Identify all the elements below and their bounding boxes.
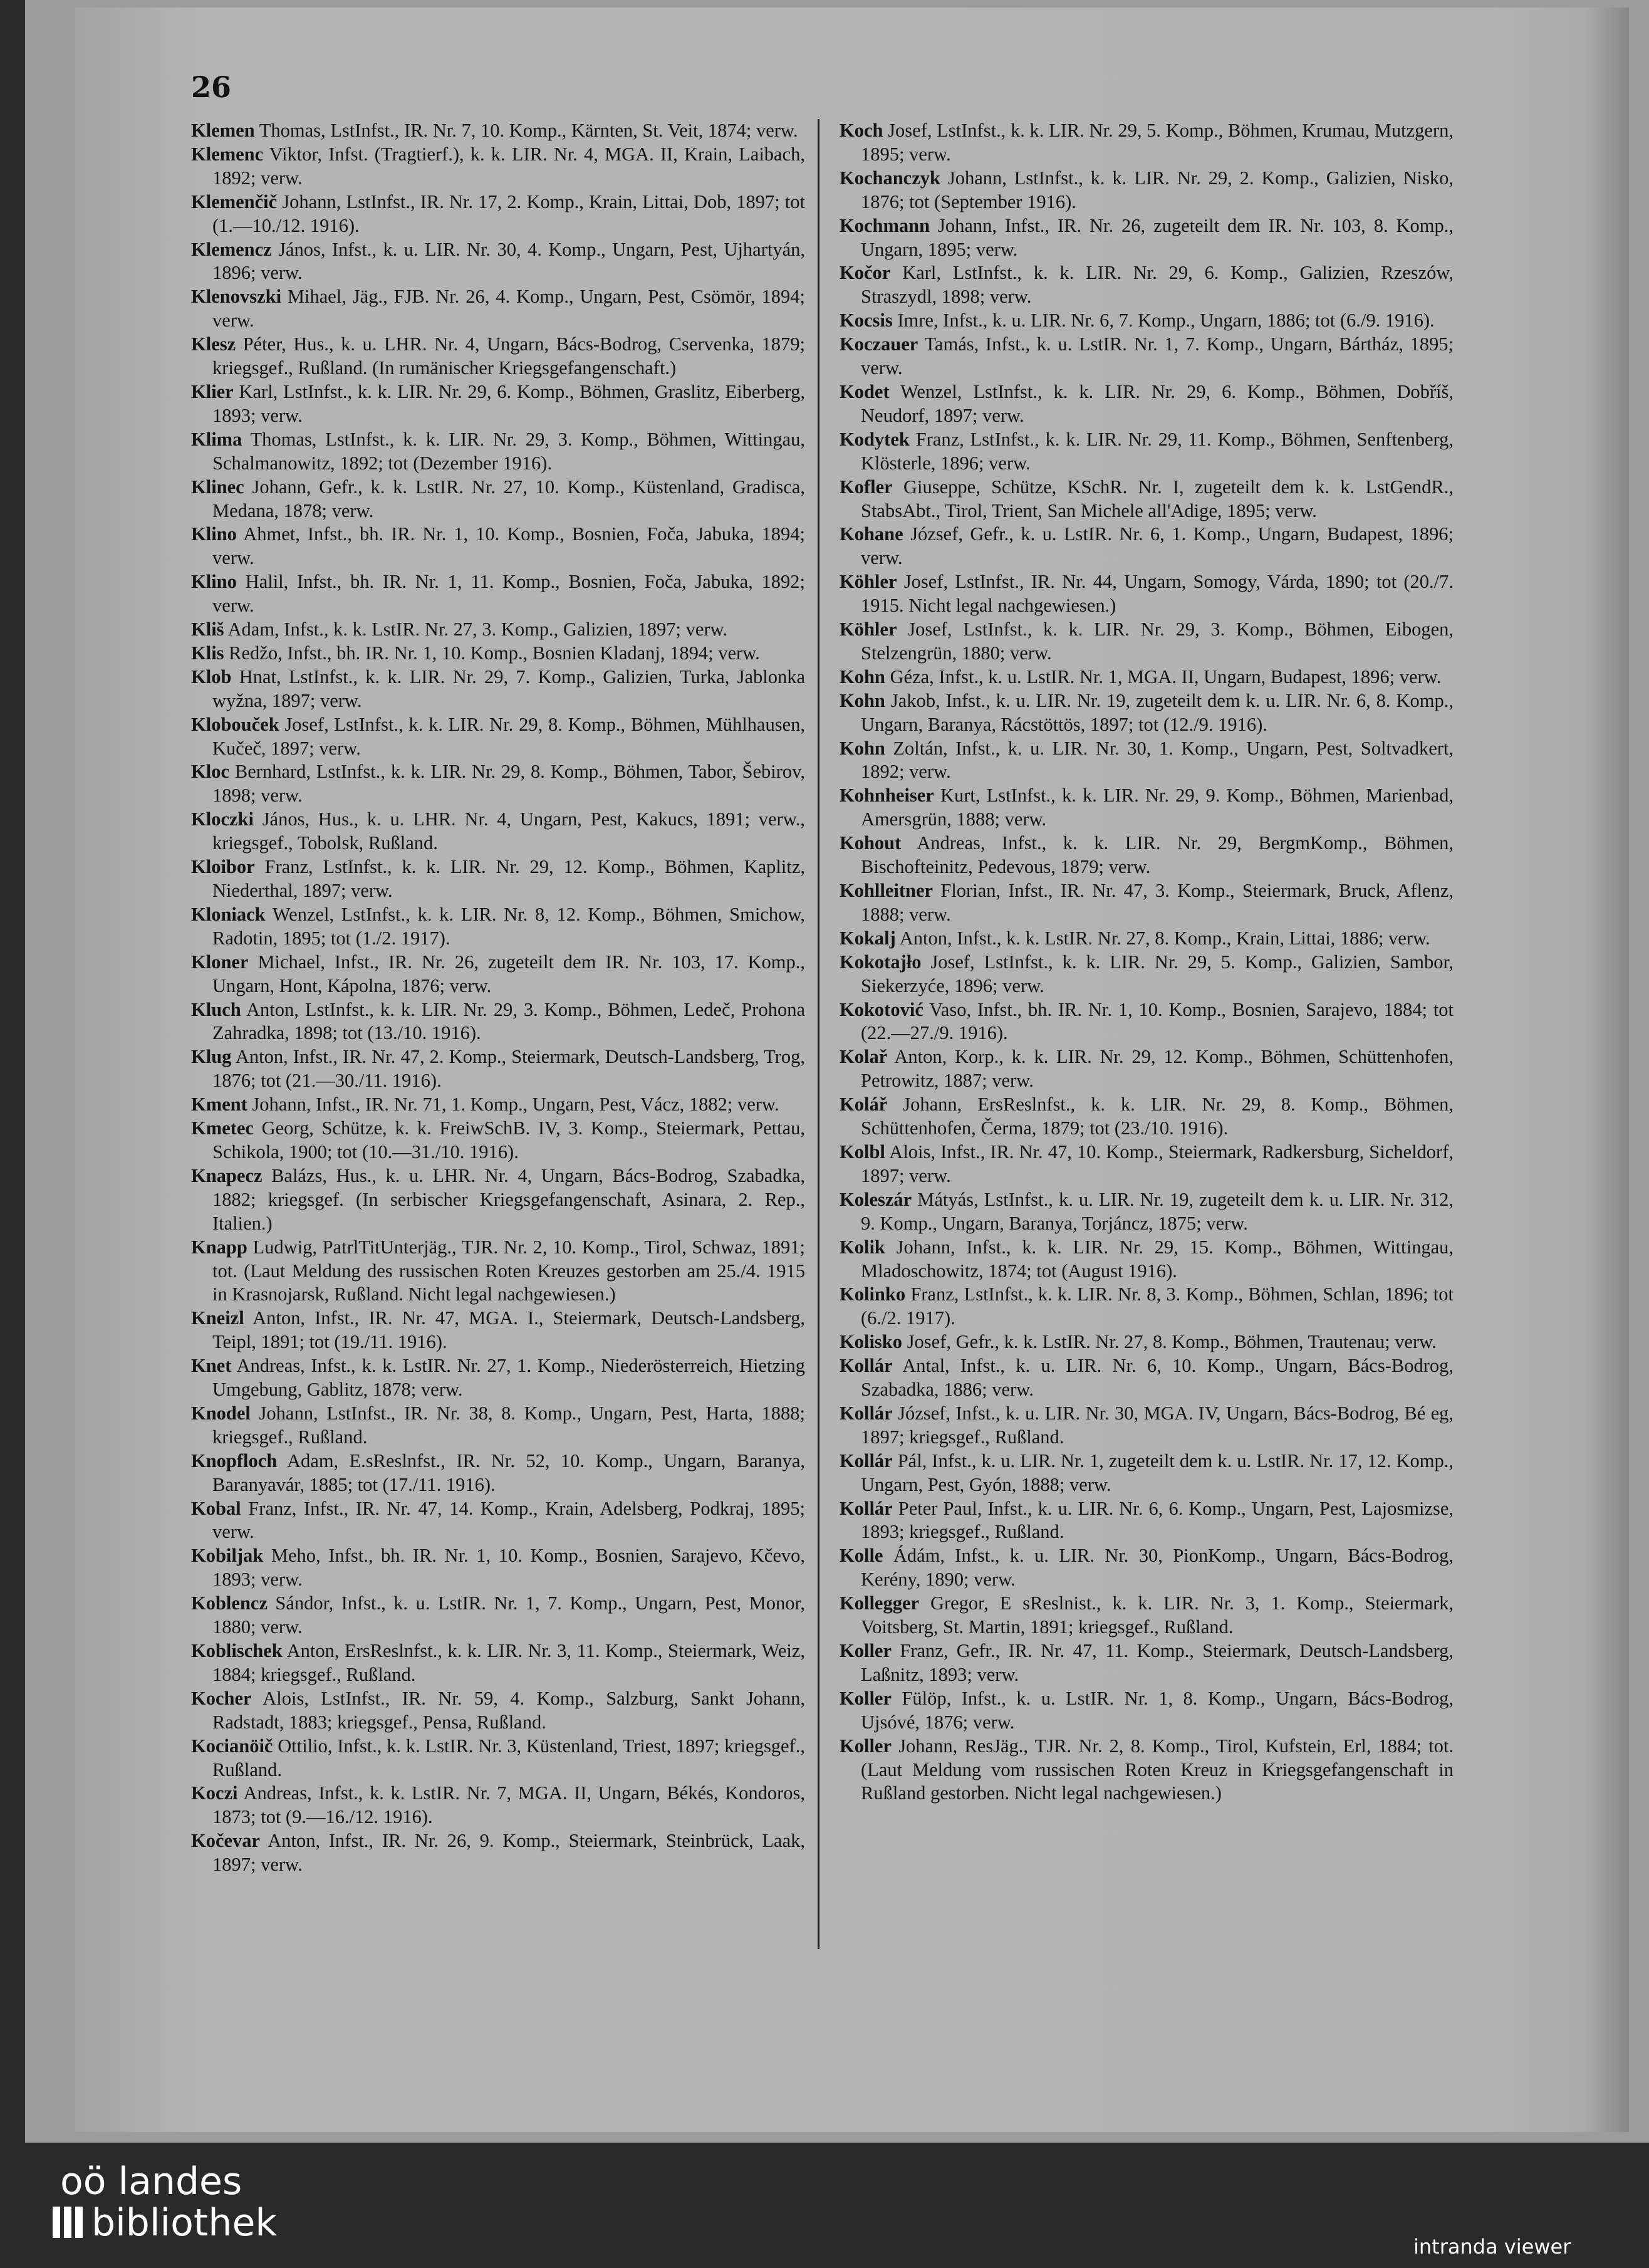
entry-details: Fülöp, Infst., k. u. LstIR. Nr. 1, 8. Komp., Ungarn, Bács-Bodrog, Ujsóvé, 1876; verw. — [861, 1687, 1454, 1733]
register-entry — [191, 1735, 805, 1782]
entry-surname: Koch — [840, 120, 883, 141]
entry-surname: Kneizl — [191, 1307, 244, 1329]
entry-surname: Klob — [191, 666, 232, 687]
entry-surname: Klemen — [191, 120, 255, 141]
register-entry — [191, 1164, 805, 1236]
entry-surname: Kloibor — [191, 856, 255, 878]
entry-details: János, Hus., k. u. LHR. Nr. 4, Ungarn, Pest, Kakucs, 1891; verw., kriegsgef., Tobolsk, Rußland. — [212, 808, 806, 854]
entry-details: Anton, Korp., k. k. LIR. Nr. 29, 12. Komp., Böhmen, Schüttenhofen, Petrowitz, 1887; verw. — [861, 1046, 1454, 1092]
register-entry — [840, 737, 1454, 785]
entry-surname: Kobal — [191, 1497, 241, 1519]
register-entry — [840, 784, 1454, 832]
entry-details: Halil, Infst., bh. IR. Nr. 1, 11. Komp., Bosnien, Foča, Jabuka, 1892; verw. — [212, 571, 805, 617]
register-entry — [840, 167, 1454, 214]
register-entry — [191, 119, 805, 143]
register-entry — [840, 1141, 1454, 1188]
entry-details: Franz, LstInfst., k. k. LIR. Nr. 8, 3. Komp., Böhmen, Schlan, 1896; tot (6./2. 1917). — [861, 1283, 1454, 1329]
entry-surname: Kloniack — [191, 903, 266, 925]
entry-surname: Kocher — [191, 1687, 252, 1709]
register-entry — [840, 1093, 1454, 1141]
register-entry — [191, 713, 805, 761]
column-divider — [818, 119, 819, 1949]
register-entry — [191, 1354, 805, 1402]
register-entry — [840, 1045, 1454, 1093]
register-entry — [840, 1330, 1454, 1354]
entry-details: Franz, Infst., IR. Nr. 47, 14. Komp., Krain, Adelsberg, Podkraj, 1895; verw. — [212, 1497, 805, 1543]
entry-surname: Kodet — [840, 380, 890, 402]
entry-surname: Kofler — [840, 476, 893, 498]
register-entry — [191, 570, 805, 618]
entry-surname: Kohnheiser — [840, 785, 934, 807]
entry-details: Josef, LstInfst., IR. Nr. 44, Ungarn, Somogy, Várda, 1890; tot (20./7. 1915. Nicht legal nachgewiesen.) — [861, 571, 1454, 617]
register-entry — [191, 1687, 805, 1735]
entry-surname: Kokalj — [840, 927, 896, 949]
entry-details: Géza, Infst., k. u. LstIR. Nr. 1, MGA. II, Ungarn, Budapest, 1896; verw. — [890, 666, 1442, 687]
register-entry — [191, 855, 805, 903]
register-entry — [191, 903, 805, 951]
entry-details: Anton, Infst., IR. Nr. 26, 9. Komp., Steiermark, Steinbrück, Laak, 1897; verw. — [212, 1830, 805, 1876]
entry-details: Ludwig, PatrlTitUnterjäg., TJR. Nr. 2, 10. Komp., Tirol, Schwaz, 1891; tot. (Laut Meldung des russischen Roten Kreuzes gestorben am 25./4. 1915 in Krasnojarsk, Rußland. Nicht legal nachgewiesen.) — [212, 1236, 805, 1305]
entry-surname: Kokotović — [840, 998, 923, 1020]
register-entry — [840, 1236, 1454, 1283]
entry-surname: Klis — [191, 642, 224, 664]
entry-details: Bernhard, LstInfst., k. k. LIR. Nr. 29, 8. Komp., Böhmen, Tabor, Šebirov, 1898; verw. — [212, 761, 806, 807]
entry-surname: Kodytek — [840, 428, 910, 450]
viewer-label[interactable]: intranda viewer — [1413, 2235, 1571, 2259]
register-entry — [191, 333, 805, 380]
register-entry — [840, 1639, 1454, 1687]
entry-surname: Knet — [191, 1355, 232, 1377]
register-entry — [191, 666, 805, 713]
entry-surname: Koller — [840, 1687, 892, 1709]
entry-surname: Koczauer — [840, 333, 918, 355]
register-entry — [840, 476, 1454, 523]
entry-details: Andreas, Infst., k. k. LstIR. Nr. 7, MGA. II, Ungarn, Békés, Kondoros, 1873; tot (9.—16./12. 1916). — [212, 1782, 805, 1828]
entry-surname: Kokotajło — [840, 951, 922, 973]
entry-surname: Klino — [191, 571, 237, 593]
entry-details: Vaso, Infst., bh. IR. Nr. 1, 10. Komp., Bosnien, Sarajevo, 1884; tot (22.—27./9. 1916). — [861, 998, 1454, 1044]
entry-details: Johann, ResJäg., TJR. Nr. 2, 8. Komp., Tirol, Kufstein, Erl, 1884; tot. (Laut Meldung vom russischen Roten Kreuz in Kriegsgefangenschaft in Rußland gestorben. Nicht legal nachgewiesen.) — [861, 1735, 1454, 1804]
entry-surname: Kollár — [840, 1355, 893, 1377]
entry-details: Andreas, Infst., k. k. LstIR. Nr. 27, 1. Komp., Niederösterreich, Hietzing Umgebung, Gablitz, 1878; verw. — [212, 1355, 805, 1401]
entry-details: Johann, LstInfst., IR. Nr. 17, 2. Komp., Krain, Littai, Dob, 1897; tot (1.—10./12. 1916). — [212, 191, 805, 236]
entry-surname: Koczi — [191, 1782, 238, 1804]
register-entry — [840, 1497, 1454, 1545]
entry-surname: Knodel — [191, 1402, 251, 1424]
entry-surname: Klino — [191, 523, 237, 545]
register-entry — [840, 1188, 1454, 1236]
entry-surname: Kluch — [191, 998, 241, 1020]
register-entry — [191, 285, 805, 333]
register-entry — [191, 428, 805, 476]
entry-details: János, Infst., k. u. LIR. Nr. 30, 4. Komp., Ungarn, Pest, Ujhartyán, 1896; verw. — [212, 238, 805, 284]
entry-details: Wenzel, LstInfst., k. k. LIR. Nr. 29, 6. Komp., Böhmen, Dobříš, Neudorf, 1897; verw. — [861, 380, 1454, 426]
entry-details: Johann, Infst., IR. Nr. 26, zugeteilt dem IR. Nr. 103, 8. Komp., Ungarn, 1895; verw. — [861, 214, 1454, 260]
entry-surname: Kolbl — [840, 1141, 885, 1163]
entry-surname: Kliš — [191, 619, 224, 640]
entry-surname: Kohout — [840, 832, 902, 854]
entry-surname: Klenovszki — [191, 286, 282, 308]
register-entry — [191, 760, 805, 808]
register-entry — [191, 618, 805, 642]
entry-surname: Kolinko — [840, 1283, 906, 1305]
register-entry — [840, 618, 1454, 666]
entry-surname: Kočevar — [191, 1830, 261, 1852]
right-column — [840, 119, 1454, 1806]
entry-surname: Koller — [840, 1735, 892, 1757]
entry-surname: Knapecz — [191, 1164, 263, 1186]
register-entry — [840, 1402, 1454, 1450]
entry-details: Anton, ErsReslnfst., k. k. LIR. Nr. 3, 11. Komp., Steiermark, Weiz, 1884; kriegsgef., Rußland. — [212, 1640, 805, 1685]
entry-details: Zoltán, Infst., k. u. LIR. Nr. 30, 1. Komp., Ungarn, Pest, Soltvadkert, 1892; verw. — [861, 737, 1454, 783]
register-entry — [191, 476, 805, 523]
entry-surname: Kollár — [840, 1402, 893, 1424]
entry-details: Pál, Infst., k. u. LIR. Nr. 1, zugeteilt dem k. u. LstIR. Nr. 17, 12. Komp., Ungarn, Pest, Gyón, 1888; verw. — [861, 1450, 1454, 1495]
entry-surname: Kocsis — [840, 310, 893, 332]
register-entry — [191, 143, 805, 191]
register-entry — [840, 333, 1454, 380]
register-entry — [191, 1307, 805, 1354]
entry-surname: Koleszár — [840, 1188, 912, 1210]
logo-bars-icon — [53, 2205, 86, 2246]
entry-surname: Köhler — [840, 619, 897, 640]
logo-line-2: bibliothek — [91, 2201, 278, 2245]
entry-surname: Koblischek — [191, 1640, 283, 1661]
entry-details: Balázs, Hus., k. u. LHR. Nr. 4, Ungarn, Bács-Bodrog, Szabadka, 1882; kriegsgef. (In serbischer Kriegsgefangenschaft, Asinara, 2. Rep., Italien.) — [212, 1164, 805, 1234]
register-entry — [191, 1544, 805, 1592]
entry-surname: Knapp — [191, 1236, 247, 1258]
entry-details: Franz, LstInfst., k. k. LIR. Nr. 29, 11. Komp., Böhmen, Senftenberg, Klösterle, 1896; verw. — [861, 428, 1454, 474]
entry-surname: Kollegger — [840, 1592, 920, 1614]
entry-surname: Kloc — [191, 761, 229, 783]
entry-details: Adam, Infst., k. k. LstIR. Nr. 27, 3. Komp., Galizien, 1897; verw. — [227, 619, 728, 640]
entry-surname: Klinec — [191, 476, 244, 498]
register-entry — [840, 832, 1454, 879]
register-entry — [840, 998, 1454, 1046]
register-entry — [191, 1782, 805, 1829]
entry-details: Franz, Gefr., IR. Nr. 47, 11. Komp., Steiermark, Deutsch-Landsberg, Laßnitz, 1893; verw. — [861, 1640, 1454, 1685]
entry-surname: Klemenčič — [191, 191, 278, 212]
entry-surname: Kohn — [840, 737, 885, 759]
entry-surname: Klima — [191, 428, 242, 450]
register-entry — [840, 119, 1454, 167]
register-entry — [191, 1117, 805, 1164]
entry-surname: Klemenc — [191, 143, 264, 165]
entry-details: Anton, Infst., IR. Nr. 47, 2. Komp., Steiermark, Deutsch-Landsberg, Trog, 1876; tot (21.—30./11. 1916). — [212, 1046, 805, 1092]
register-entry — [191, 1592, 805, 1639]
entry-details: Franz, LstInfst., k. k. LIR. Nr. 29, 12. Komp., Böhmen, Kaplitz, Niederthal, 1897; verw. — [212, 856, 805, 901]
entry-details: Jakob, Infst., k. u. LIR. Nr. 19, zugeteilt dem k. u. LIR. Nr. 6, 8. Komp., Ungarn, Baranya, Rácstöttös, 1897; tot (12./9. 1916). — [861, 689, 1454, 735]
entry-details: Adam, E.sReslnfst., IR. Nr. 52, 10. Komp., Ungarn, Baranya, Baranyavár, 1885; tot (17./11. 1916). — [212, 1450, 805, 1495]
register-entry — [840, 1592, 1454, 1639]
register-entry — [191, 1402, 805, 1450]
register-entry — [191, 951, 805, 998]
register-entry — [840, 428, 1454, 476]
entry-details: Florian, Infst., IR. Nr. 47, 3. Komp., Steiermark, Bruck, Aflenz, 1888; verw. — [861, 880, 1454, 925]
left-column — [191, 119, 805, 1877]
entry-surname: Kolik — [840, 1236, 885, 1258]
register-entry — [840, 951, 1454, 998]
entry-details: József, Gefr., k. u. LstIR. Nr. 6, 1. Komp., Ungarn, Budapest, 1896; verw. — [861, 523, 1454, 569]
register-entry — [191, 523, 805, 570]
entry-details: József, Infst., k. u. LIR. Nr. 30, MGA. IV, Ungarn, Bács-Bodrog, Bé eg, 1897; kriegsgef., Rußland. — [861, 1402, 1454, 1448]
entry-details: Mátyás, LstInfst., k. u. LIR. Nr. 19, zugeteilt dem k. u. LIR. Nr. 312, 9. Komp., Ungarn, Baranya, Torjáncz, 1875; verw. — [861, 1188, 1454, 1234]
page-edge-shadow — [1585, 8, 1629, 2132]
entry-details: Péter, Hus., k. u. LHR. Nr. 4, Ungarn, Bács-Bodrog, Cservenka, 1879; kriegsgef., Rußland. (In rumänischer Kriegsgefangenschaft.) — [212, 333, 805, 379]
entry-surname: Köhler — [840, 571, 897, 593]
entry-surname: Kocianöič — [191, 1735, 273, 1757]
entry-surname: Kolář — [840, 1094, 888, 1116]
register-entry — [840, 1687, 1454, 1735]
entry-details: Peter Paul, Infst., k. u. LIR. Nr. 6, 6. Komp., Ungarn, Pest, Lajosmizse, 1893; kriegsgef., Rußland. — [861, 1497, 1454, 1543]
entry-surname: Knopfloch — [191, 1450, 278, 1471]
entry-details: Josef, LstInfst., k. k. LIR. Nr. 29, 3. Komp., Böhmen, Eibogen, Stelzengrün, 1880; verw. — [861, 619, 1454, 664]
entry-surname: Kobiljak — [191, 1545, 264, 1567]
register-entry — [840, 214, 1454, 262]
entry-details: Thomas, LstInfst., IR. Nr. 7, 10. Komp., Kärnten, St. Veit, 1874; verw. — [259, 120, 798, 141]
register-entry — [191, 1236, 805, 1307]
entry-details: Sándor, Infst., k. u. LstIR. Nr. 1, 7. Komp., Ungarn, Pest, Monor, 1880; verw. — [212, 1592, 806, 1638]
entry-surname: Kochanczyk — [840, 167, 940, 189]
entry-details: Ádám, Infst., k. u. LIR. Nr. 30, PionKomp., Ungarn, Bács-Bodrog, Kerény, 1890; verw. — [861, 1545, 1454, 1591]
entry-details: Karl, LstInfst., k. k. LIR. Nr. 29, 6. Komp., Galizien, Rzeszów, Straszydl, 1898; verw. — [861, 262, 1454, 308]
library-logo[interactable] — [53, 2161, 277, 2246]
register-entry — [840, 1283, 1454, 1330]
entry-details: Alois, LstInfst., IR. Nr. 59, 4. Komp., Salzburg, Sankt Johann, Radstadt, 1883; kriegsgef., Pensa, Rußland. — [212, 1687, 805, 1733]
entry-details: Josef, LstInfst., k. k. LIR. Nr. 29, 5. Komp., Galizien, Sambor, Siekerzyće, 1896; verw. — [861, 951, 1454, 996]
entry-details: Johann, Infst., IR. Nr. 71, 1. Komp., Ungarn, Pest, Vácz, 1882; verw. — [252, 1094, 779, 1116]
entry-surname: Kolle — [840, 1545, 883, 1567]
entry-surname: Kochmann — [840, 214, 930, 236]
entry-surname: Kment — [191, 1094, 247, 1116]
entry-details: Johann, LstInfst., k. k. LIR. Nr. 29, 2. Komp., Galizien, Nisko, 1876; tot (September 1916). — [861, 167, 1454, 212]
entry-details: Ottilio, Infst., k. k. LstIR. Nr. 3, Küstenland, Triest, 1897; kriegsgef., Rußland. — [212, 1735, 806, 1780]
entry-surname: Koblencz — [191, 1592, 268, 1614]
entry-surname: Koller — [840, 1640, 892, 1661]
entry-details: Andreas, Infst., k. k. LIR. Nr. 29, BergmKomp., Böhmen, Bischofteinitz, Pedevous, 1879; verw. — [861, 832, 1454, 878]
entry-details: Viktor, Infst. (Tragtierf.), k. k. LIR. Nr. 4, MGA. II, Krain, Laibach, 1892; verw. — [212, 143, 805, 189]
register-entry — [191, 808, 805, 855]
entry-details: Redžo, Infst., bh. IR. Nr. 1, 10. Komp., Bosnien Kladanj, 1894; verw. — [229, 642, 760, 664]
entry-surname: Kolisko — [840, 1331, 903, 1353]
register-entry — [840, 689, 1454, 737]
register-entry — [191, 642, 805, 666]
register-entry — [840, 523, 1454, 570]
entry-surname: Kočor — [840, 262, 891, 284]
entry-details: Anton, Infst., IR. Nr. 47, MGA. I., Steiermark, Deutsch-Landsberg, Teipl, 1891; tot (19./11. 1916). — [212, 1307, 805, 1353]
entry-details: Michael, Infst., IR. Nr. 26, zugeteilt dem IR. Nr. 103, 17. Komp., Ungarn, Hont, Kápolna, 1876; verw. — [212, 951, 805, 996]
register-entry — [840, 1354, 1454, 1402]
entry-surname: Kloner — [191, 951, 249, 973]
register-entry — [191, 1450, 805, 1497]
entry-details: Johann, LstInfst., IR. Nr. 38, 8. Komp., Ungarn, Pest, Harta, 1888; kriegsgef., Rußland. — [212, 1402, 806, 1448]
entry-surname: Kollár — [840, 1450, 893, 1471]
entry-surname: Kloczki — [191, 808, 254, 830]
register-entry — [191, 1829, 805, 1877]
entry-details: Georg, Schütze, k. k. FreiwSchB. IV, 3. Komp., Steiermark, Pettau, Schikola, 1900; tot (10.—31./10. 1916). — [212, 1117, 806, 1163]
register-entry — [840, 380, 1454, 428]
register-entry — [840, 261, 1454, 309]
entry-details: Tamás, Infst., k. u. LstIR. Nr. 1, 7. Komp., Ungarn, Bártház, 1895; verw. — [861, 333, 1454, 379]
entry-details: Gregor, E sReslnist., k. k. LIR. Nr. 3, 1. Komp., Steiermark, Voitsberg, St. Martin, 1891; kriegsgef., Rußland. — [861, 1592, 1454, 1638]
entry-details: Alois, Infst., IR. Nr. 47, 10. Komp., Steiermark, Radkersburg, Sicheldorf, 1897; verw. — [861, 1141, 1454, 1186]
register-entry — [840, 1544, 1454, 1592]
entry-surname: Kolař — [840, 1046, 888, 1068]
entry-details: Antal, Infst., k. u. LIR. Nr. 6, 10. Komp., Ungarn, Bács-Bodrog, Szabadka, 1886; verw. — [861, 1355, 1454, 1401]
entry-surname: Kohn — [840, 689, 885, 711]
entry-details: Meho, Infst., bh. IR. Nr. 1, 10. Komp., Bosnien, Sarajevo, Kčevo, 1893; verw. — [212, 1545, 806, 1591]
register-entry — [840, 666, 1454, 689]
register-entry — [840, 309, 1454, 333]
entry-surname: Klier — [191, 380, 234, 402]
register-entry — [840, 1450, 1454, 1497]
logo-line-1: oö landes — [60, 2160, 242, 2203]
entry-details: Josef, LstInfst., k. k. LIR. Nr. 29, 8. Komp., Böhmen, Mühlhausen, Kučeč, 1897; verw. — [212, 713, 805, 759]
entry-surname: Kohane — [840, 523, 903, 545]
register-entry — [191, 1045, 805, 1093]
entry-details: Johann, ErsReslnfst., k. k. LIR. Nr. 29, 8. Komp., Böhmen, Schüttenhofen, Čerma, 1879; tot (23./10. 1916). — [861, 1094, 1454, 1139]
entry-details: Johann, Infst., k. k. LIR. Nr. 29, 15. Komp., Böhmen, Wittingau, Mladoschowitz, 1874; tot (August 1916). — [861, 1236, 1454, 1282]
entry-details: Johann, Gefr., k. k. LstIR. Nr. 27, 10. Komp., Küstenland, Gradisca, Medana, 1878; verw. — [212, 476, 805, 521]
register-entry — [840, 1735, 1454, 1806]
register-entry — [191, 1639, 805, 1687]
entry-details: Hnat, LstInfst., k. k. LIR. Nr. 29, 7. Komp., Galizien, Turka, Jablonka wyžna, 1897; verw. — [212, 666, 806, 711]
entry-surname: Klobouček — [191, 713, 279, 735]
register-entry — [840, 927, 1454, 951]
entry-surname: Klug — [191, 1046, 232, 1068]
entry-surname: Klemencz — [191, 238, 272, 260]
entry-surname: Kohlleitner — [840, 880, 934, 901]
entry-details: Josef, Gefr., k. k. LstIR. Nr. 27, 8. Komp., Böhmen, Trautenau; verw. — [907, 1331, 1437, 1353]
entry-details: Mihael, Jäg., FJB. Nr. 26, 4. Komp., Ungarn, Pest, Csömör, 1894; verw. — [212, 286, 805, 332]
entry-details: Thomas, LstInfst., k. k. LIR. Nr. 29, 3. Komp., Böhmen, Wittingau, Schalmanowitz, 1892; tot (Dezember 1916). — [212, 428, 805, 474]
entry-details: Anton, LstInfst., k. k. LIR. Nr. 29, 3. Komp., Böhmen, Ledeč, Prohona Zahradka, 1898; tot (13./10. 1916). — [212, 998, 805, 1044]
entry-surname: Klesz — [191, 333, 236, 355]
entry-details: Wenzel, LstInfst., k. k. LIR. Nr. 8, 12. Komp., Böhmen, Smichow, Radotin, 1895; tot (1./2. 1917). — [212, 903, 805, 949]
register-entry — [191, 191, 805, 238]
entry-details: Ahmet, Infst., bh. IR. Nr. 1, 10. Komp., Bosnien, Foča, Jabuka, 1894; verw. — [212, 523, 805, 569]
register-entry — [840, 570, 1454, 618]
entry-surname: Kollár — [840, 1497, 893, 1519]
logo-line-2-wrap — [53, 2202, 277, 2246]
register-entry — [191, 1497, 805, 1545]
page-number: 26 — [191, 70, 232, 104]
register-entry — [191, 998, 805, 1046]
register-entry — [191, 380, 805, 428]
entry-details: Giuseppe, Schütze, KSchR. Nr. I, zugeteilt dem k. k. LstGendR., StabsAbt., Tirol, Trient, San Michele all'Adige, 1895; verw. — [861, 476, 1454, 521]
register-entry — [840, 879, 1454, 927]
entry-details: Anton, Infst., k. k. LstIR. Nr. 27, 8. Komp., Krain, Littai, 1886; verw. — [899, 927, 1430, 949]
entry-surname: Kmetec — [191, 1117, 254, 1139]
entry-details: Karl, LstInfst., k. k. LIR. Nr. 29, 6. Komp., Böhmen, Graslitz, Eiberberg, 1893; verw. — [212, 380, 805, 426]
entry-details: Imre, Infst., k. u. LIR. Nr. 6, 7. Komp., Ungarn, 1886; tot (6./9. 1916). — [897, 310, 1435, 332]
entry-surname: Kohn — [840, 666, 885, 687]
register-entry — [191, 238, 805, 286]
entry-details: Kurt, LstInfst., k. k. LIR. Nr. 29, 9. Komp., Böhmen, Marienbad, Amersgrün, 1888; verw. — [861, 785, 1454, 830]
register-entry — [191, 1093, 805, 1117]
entry-details: Josef, LstInfst., k. k. LIR. Nr. 29, 5. Komp., Böhmen, Krumau, Mutzgern, 1895; verw. — [861, 120, 1454, 165]
